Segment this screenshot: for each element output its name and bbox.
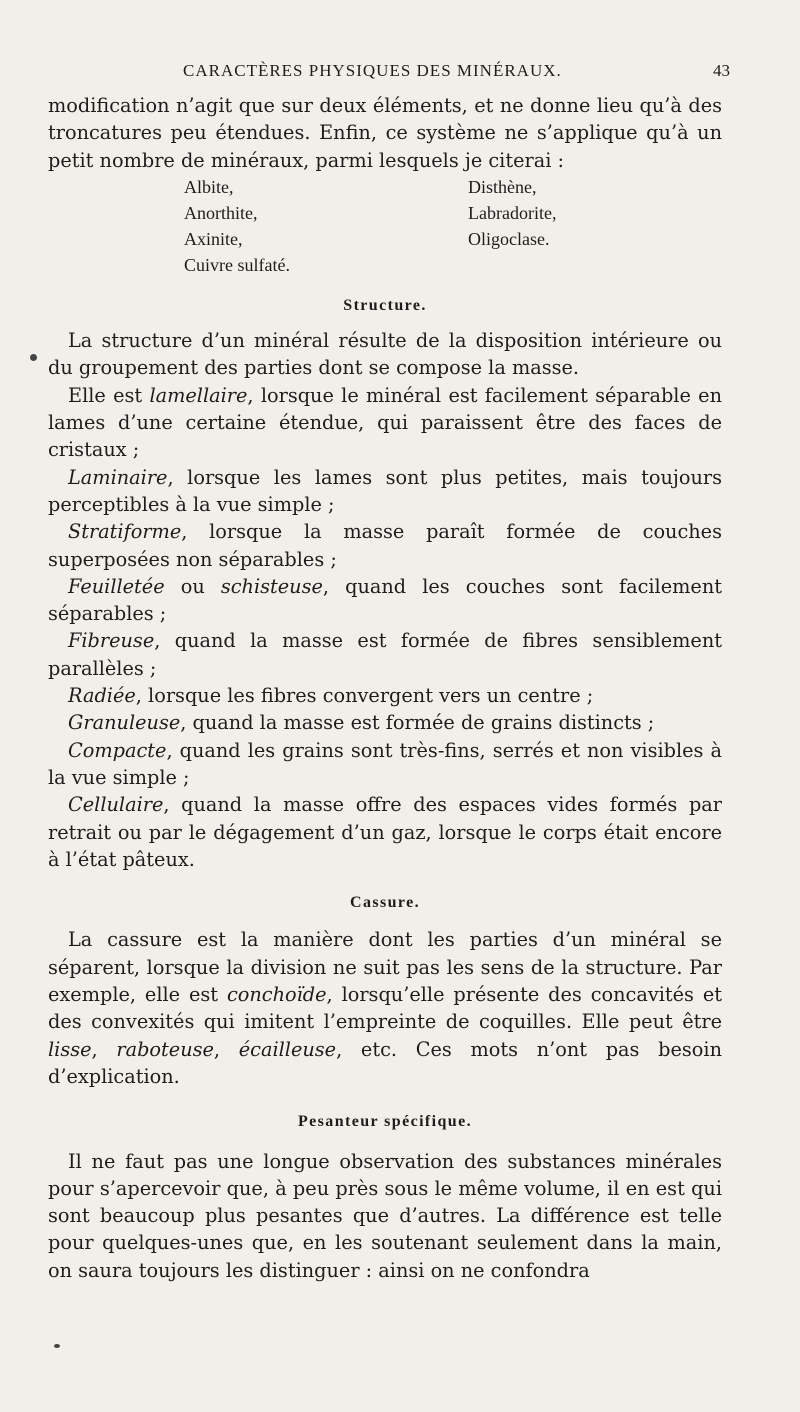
cassure-separator: , <box>91 1037 117 1061</box>
structure-item <box>48 737 722 792</box>
structure-term: Compacte <box>68 738 167 762</box>
cassure-separator: , <box>213 1037 239 1061</box>
structure-term: Laminaire <box>68 465 168 489</box>
structure-item <box>48 791 722 873</box>
structure-desc: , lorsque la masse paraît formée de couches superposées non séparables ; <box>48 520 722 571</box>
structure-desc: ou <box>164 574 221 598</box>
structure-desc: , quand la masse est formée de fibres sensiblement parallèles ; <box>48 629 722 680</box>
structure-desc: , lorsque les fibres convergent vers un centre ; <box>135 684 594 708</box>
page-number: 43 <box>713 61 730 80</box>
structure-term: Fibreuse <box>68 629 155 653</box>
mineral-item <box>468 252 708 278</box>
section-heading-pesanteur: Pesanteur spécifique. <box>298 1113 472 1131</box>
cassure-paragraph <box>48 926 722 1090</box>
mineral-item: Anorthite, <box>184 202 258 223</box>
term-lamellaire: lamellaire <box>149 383 248 407</box>
running-title: CARACTÈRES PHYSIQUES DES MINÉRAUX. <box>183 61 562 80</box>
mineral-item: Albite, <box>184 176 234 197</box>
ink-speck <box>54 1344 60 1348</box>
structure-term: Stratiforme <box>68 520 182 544</box>
mineral-item: Disthène, <box>468 176 537 197</box>
cassure-text: , lorsqu’elle présente des concavités et des convexités qui imitent l’empreinte de coquilles. Elle peut être <box>48 983 722 1034</box>
structure-term: schisteuse <box>220 574 323 598</box>
structure-item <box>48 682 722 709</box>
term-conchoide: conchoïde <box>226 983 327 1007</box>
mineral-item: Axinite, <box>184 228 243 249</box>
structure-intro: La structure d’un minéral résulte de la disposition intérieure ou du groupement des parties dont se compose la masse. <box>48 329 722 380</box>
structure-term: Cellulaire <box>68 793 164 817</box>
structure-item <box>48 464 722 519</box>
structure-lead <box>48 382 722 464</box>
structure-desc: , quand les grains sont très-fins, serrés et non visibles à la vue simple ; <box>48 738 722 789</box>
term-lisse: lisse <box>48 1037 92 1061</box>
cassure-text: La cassure est la manière dont les parties d’un minéral se séparent, lorsque la division ne suit pas les sens de la structure. Par exemple, elle est <box>48 928 722 1007</box>
structure-term: Feuilletée <box>68 574 165 598</box>
lead-after: , lorsque le minéral est facilement séparable en lames d’une certaine étendue, qui paraissent être des faces de cristaux ; <box>48 383 722 462</box>
term-ecailleuse: écailleuse <box>238 1037 337 1061</box>
lead-before: Elle est <box>68 383 150 407</box>
structure-desc: , lorsque les lames sont plus petites, mais toujours perceptibles à la vue simple ; <box>48 465 722 516</box>
structure-term: Granuleuse <box>68 711 181 735</box>
structure-desc: , quand la masse offre des espaces vides formés par retrait ou par le dégagement d’un gaz, lorsque le corps était encore à l’état pâteux. <box>48 793 722 871</box>
term-raboteuse: raboteuse <box>116 1037 214 1061</box>
structure-desc: , quand la masse est formée de grains distincts ; <box>180 711 655 735</box>
structure-item <box>48 627 722 682</box>
structure-desc: , quand les couches sont facilement séparables ; <box>48 574 722 626</box>
mineral-item: Oligoclase. <box>468 228 550 249</box>
cassure-text: , etc. Ces mots n’ont pas besoin d’explication. <box>48 1037 722 1088</box>
structure-item <box>48 573 722 628</box>
section-heading-structure: Structure. <box>343 296 427 314</box>
structure-item <box>48 709 722 736</box>
intro-paragraph: modification n’agit que sur deux éléments, et ne donne lieu qu’à des troncatures peu étendues. Enfin, ce système ne s’applique qu’à un petit nombre de minéraux, parmi lesquels je citerai : <box>48 94 722 172</box>
mineral-item: Labradorite, <box>468 202 557 223</box>
structure-term: Radiée <box>68 684 136 708</box>
structure-item <box>48 518 722 573</box>
body-text <box>48 92 722 1284</box>
mineral-list <box>184 174 722 278</box>
section-heading-cassure: Cassure. <box>349 894 421 912</box>
ink-speck <box>30 354 37 361</box>
pesanteur-paragraph: Il ne faut pas une longue observation des substances minérales pour s’apercevoir que, à peu près sous le même volume, il en est qui sont beaucoup plus pesantes que d’autres. La différence est telle pour quelques-unes que, en les soutenant seulement dans la main, on saura toujours les distinguer : ainsi on ne confondra <box>48 1149 722 1282</box>
mineral-item: Cuivre sulfaté. <box>184 254 290 275</box>
